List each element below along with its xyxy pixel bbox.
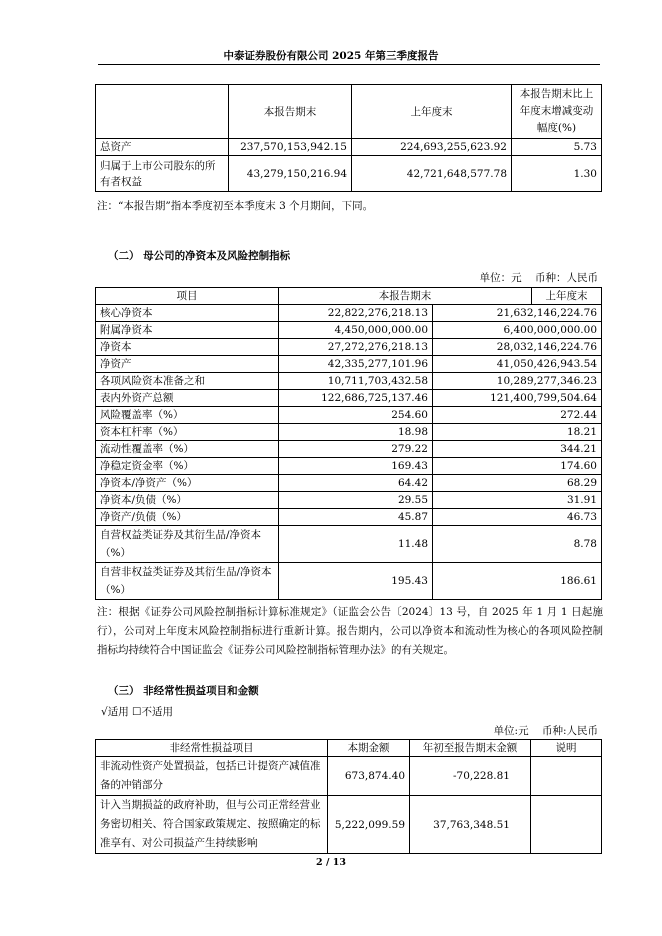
table-row <box>96 139 602 156</box>
header-divider <box>98 64 600 65</box>
table-row <box>96 458 602 475</box>
row-label: 非流动性资产处置损益，包括已计提资产减值准备的冲销部分 <box>96 757 328 796</box>
row-value <box>531 757 602 796</box>
header-cell: 本报告期末 <box>279 288 532 305</box>
row-label: 净稳定资金率（%） <box>96 458 279 475</box>
row-value: 29.55 <box>279 492 433 509</box>
row-value: 5.73 <box>512 139 602 156</box>
row-value: 42,335,277,101.96 <box>279 356 433 373</box>
row-value: 64.42 <box>279 475 433 492</box>
header-cell: 项目 <box>96 288 279 305</box>
row-label: 表内外资产总额 <box>96 390 279 407</box>
row-value: 4,450,000,000.00 <box>279 322 433 339</box>
table-row <box>96 407 602 424</box>
section2-note: 注：根据《证券公司风险控制指标计算标准规定》（证监会公告〔2024〕13 号，自 2025 年 1 月 1 日起施行），公司对上年度末风险控制指标进行重新计算。报告期内，公司以净资本和流动性为核心的各项风险控制指标均持续符合中国证监会《证券公司风险控制指标管理办法》的有关规定。 <box>97 606 603 656</box>
header-cell: 说明 <box>531 740 602 757</box>
row-value: 41,050,426,943.54 <box>433 356 602 373</box>
header-cell: 本报告期末比上年度末增减变动幅度(%) <box>512 85 602 139</box>
row-value: 18.98 <box>279 424 433 441</box>
table-row <box>96 339 602 356</box>
row-value: 45.87 <box>279 509 433 526</box>
row-value: 28,032,146,224.76 <box>433 339 602 356</box>
row-label: 净资本 <box>96 339 279 356</box>
header-cell: 本期金额 <box>328 740 410 757</box>
section-title: （二） 母公司的净资本及风险控制指标 <box>108 250 291 262</box>
row-value: 37,763,348.51 <box>410 796 531 854</box>
table-row <box>96 373 602 390</box>
row-label: 总资产 <box>96 139 229 156</box>
header-cell: 上年度末 <box>352 85 512 139</box>
table-row <box>96 390 602 407</box>
table-row <box>96 475 602 492</box>
row-label: 净资产 <box>96 356 279 373</box>
row-label: 流动性覆盖率（%） <box>96 441 279 458</box>
net-capital-rows <box>95 304 602 600</box>
row-value: 673,874.40 <box>328 757 410 796</box>
row-label: 资本杠杆率（%） <box>96 424 279 441</box>
row-label: 净资产/负债（%） <box>96 509 279 526</box>
row-label: 净资本/负债（%） <box>96 492 279 509</box>
row-value: 10,711,703,432.58 <box>279 373 433 390</box>
row-label: 各项风险资本准备之和 <box>96 373 279 390</box>
page-header: 中泰证券股份有限公司 2025 年第三季度报告 <box>223 50 439 62</box>
header-cell: 本报告期末 <box>229 85 352 139</box>
row-value: 43,279,150,216.94 <box>229 156 352 192</box>
row-value: 5,222,099.59 <box>328 796 410 854</box>
row-value: 195.43 <box>279 563 433 600</box>
row-value: 121,400,799,504.64 <box>433 390 602 407</box>
unit-label: 单位：元 币种：人民币 <box>479 272 598 284</box>
row-label: 自营非权益类证券及其衍生品/净资本（%） <box>96 563 279 600</box>
row-label: 净资本/净资产（%） <box>96 475 279 492</box>
row-value: 224,693,255,623.92 <box>352 139 512 156</box>
nonrecurring-table <box>95 739 602 854</box>
table-row <box>96 757 602 796</box>
table-row <box>96 441 602 458</box>
header-cell: 年初至报告期末金额 <box>410 740 531 757</box>
row-label: 风险覆盖率（%） <box>96 407 279 424</box>
table-row <box>96 796 602 854</box>
header-cell: 上年度末 <box>532 288 602 305</box>
row-value: 10,289,277,346.23 <box>433 373 602 390</box>
applicable-checkbox-label: √适用 ☐不适用 <box>101 706 173 718</box>
row-value: 174.60 <box>433 458 602 475</box>
row-value: 21,632,146,224.76 <box>433 305 602 322</box>
row-value: 22,822,276,218.13 <box>279 305 433 322</box>
row-value: 27,272,276,218.13 <box>279 339 433 356</box>
row-value: 344.21 <box>433 441 602 458</box>
row-value: 46.73 <box>433 509 602 526</box>
row-value: 122,686,725,137.46 <box>279 390 433 407</box>
total-assets-table <box>95 84 602 192</box>
table-header-row <box>96 85 602 139</box>
row-label: 核心净资本 <box>96 305 279 322</box>
table-row <box>96 509 602 526</box>
row-label: 自营权益类证券及其衍生品/净资本（%） <box>96 526 279 563</box>
table-row <box>96 305 602 322</box>
table-row <box>96 526 602 563</box>
row-value: 186.61 <box>433 563 602 600</box>
row-value: 11.48 <box>279 526 433 563</box>
row-label: 归属于上市公司股东的所有者权益 <box>96 156 229 192</box>
row-value: 68.29 <box>433 475 602 492</box>
net-capital-table <box>95 287 602 305</box>
row-value: 279.22 <box>279 441 433 458</box>
row-value: -70,228.81 <box>410 757 531 796</box>
table-row <box>96 492 602 509</box>
row-value: 1.30 <box>512 156 602 192</box>
row-value: 42,721,648,577.78 <box>352 156 512 192</box>
row-value <box>531 796 602 854</box>
row-label: 计入当期损益的政府补助，但与公司正常经营业务密切相关、符合国家政策规定、按照确定的标准享有、对公司损益产生持续影响 <box>96 796 328 854</box>
table-header-row <box>96 740 602 757</box>
table-row <box>96 322 602 339</box>
row-label: 附属净资本 <box>96 322 279 339</box>
row-value: 18.21 <box>433 424 602 441</box>
table-header-row <box>96 288 602 305</box>
table-row <box>96 563 602 600</box>
table-row <box>96 356 602 373</box>
page-number: 2 / 13 <box>316 857 346 868</box>
table-row <box>96 424 602 441</box>
unit-label: 单位:元 币种:人民币 <box>493 725 598 737</box>
table1-note: 注：“本报告期”指本季度初至本季度末 3 个月期间，下同。 <box>97 200 374 212</box>
header-cell <box>96 85 229 139</box>
row-value: 254.60 <box>279 407 433 424</box>
header-cell: 非经常性损益项目 <box>96 740 328 757</box>
row-value: 6,400,000,000.00 <box>433 322 602 339</box>
row-value: 8.78 <box>433 526 602 563</box>
table-row <box>96 156 602 192</box>
row-value: 169.43 <box>279 458 433 475</box>
row-value: 237,570,153,942.15 <box>229 139 352 156</box>
row-value: 31.91 <box>433 492 602 509</box>
section-title: （三） 非经常性损益项目和金额 <box>108 685 259 697</box>
row-value: 272.44 <box>433 407 602 424</box>
